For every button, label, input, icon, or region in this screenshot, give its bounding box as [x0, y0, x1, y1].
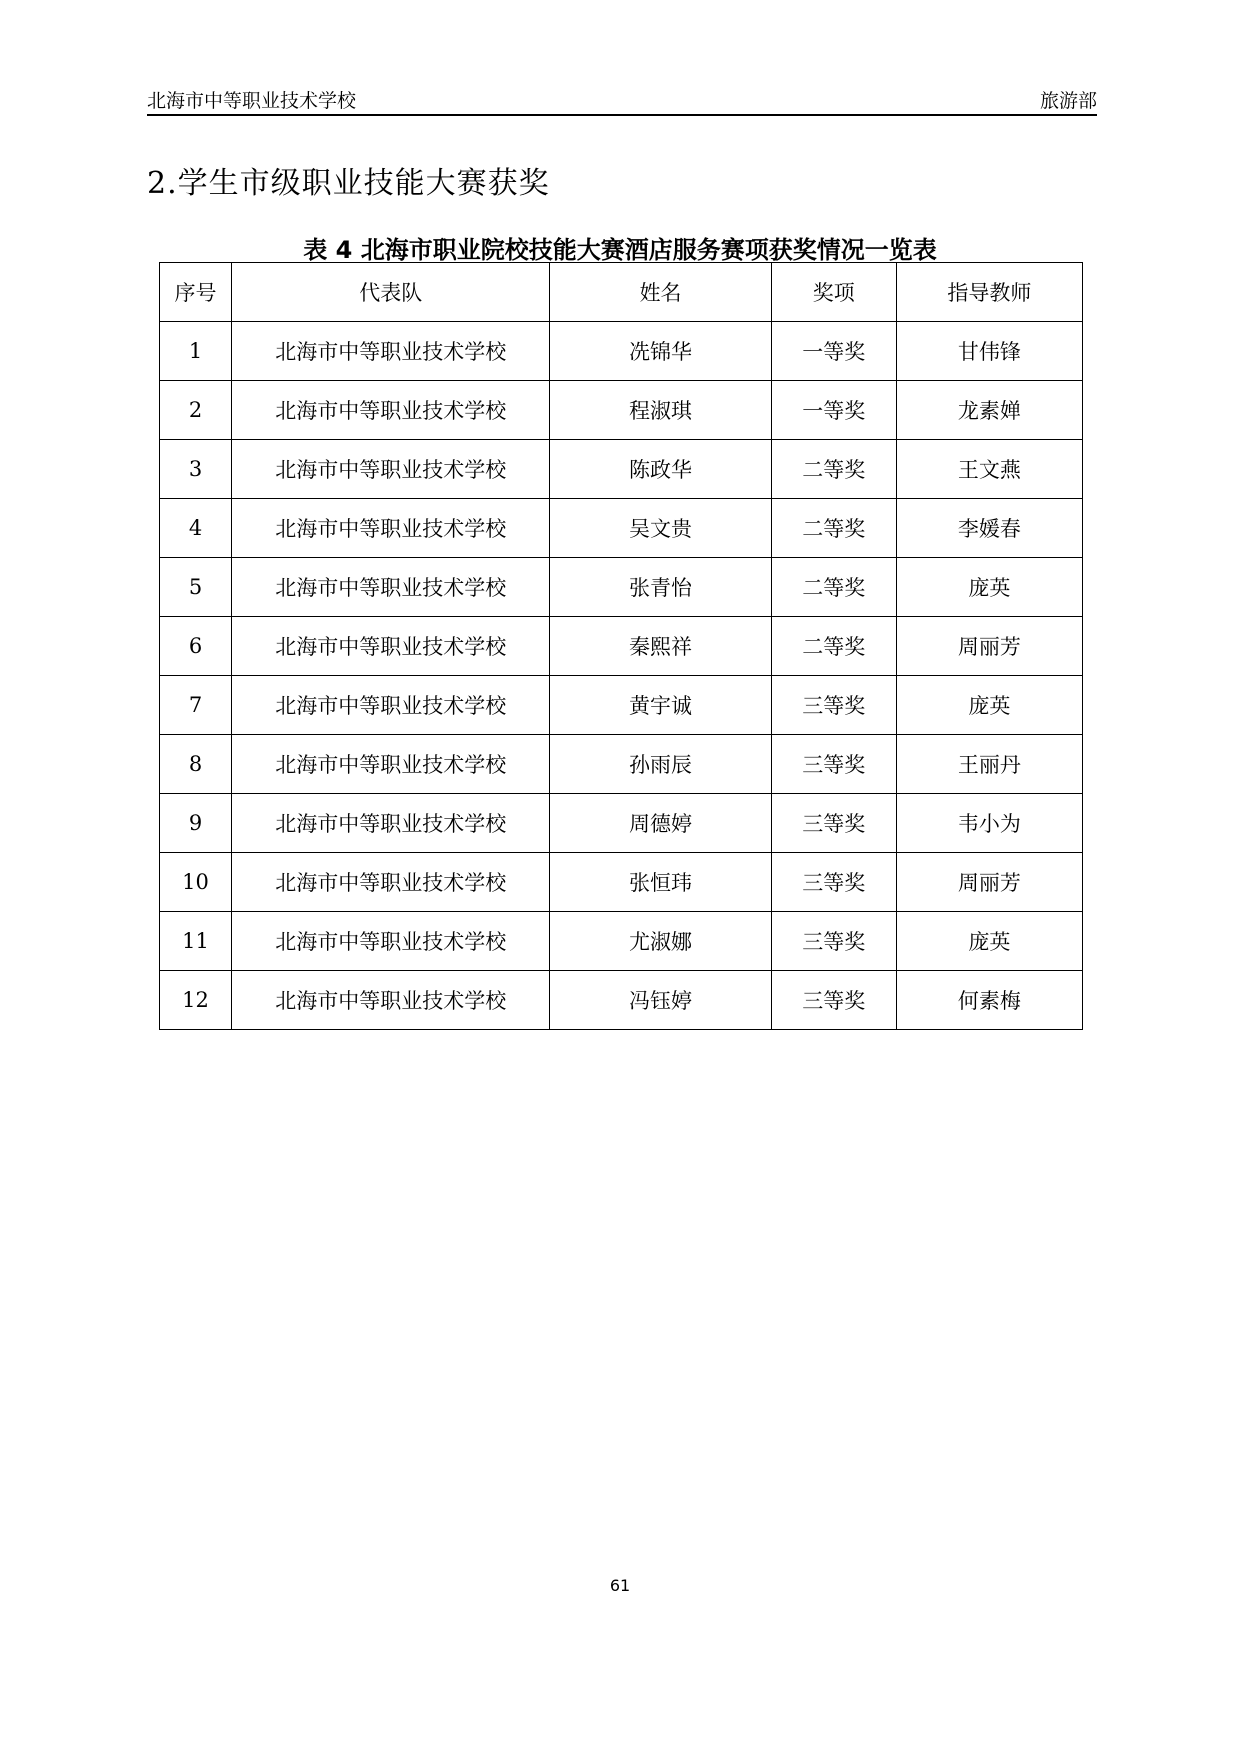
cell-number: 8 [160, 735, 232, 794]
cell-student-name: 冯钰婷 [550, 971, 771, 1030]
cell-teacher: 甘伟锋 [896, 322, 1082, 381]
table-row [160, 617, 1083, 676]
cell-team: 北海市中等职业技术学校 [232, 381, 550, 440]
table-row [160, 499, 1083, 558]
cell-teacher: 王文燕 [896, 440, 1082, 499]
column-header-name: 姓名 [550, 263, 771, 322]
cell-team: 北海市中等职业技术学校 [232, 971, 550, 1030]
cell-teacher: 何素梅 [896, 971, 1082, 1030]
header-school-name: 北海市中等职业技术学校 [147, 90, 357, 112]
cell-award: 二等奖 [771, 617, 896, 676]
column-header-teacher: 指导教师 [896, 263, 1082, 322]
cell-student-name: 张青怡 [550, 558, 771, 617]
cell-team: 北海市中等职业技术学校 [232, 558, 550, 617]
table-row [160, 912, 1083, 971]
table-row [160, 853, 1083, 912]
cell-number: 7 [160, 676, 232, 735]
cell-teacher: 庞英 [896, 912, 1082, 971]
cell-number: 3 [160, 440, 232, 499]
table-row [160, 322, 1083, 381]
cell-number: 12 [160, 971, 232, 1030]
cell-teacher: 庞英 [896, 558, 1082, 617]
cell-award: 三等奖 [771, 912, 896, 971]
page-header [147, 86, 1097, 116]
table-body [160, 322, 1083, 1030]
cell-teacher: 王丽丹 [896, 735, 1082, 794]
cell-teacher: 庞英 [896, 676, 1082, 735]
table-row [160, 971, 1083, 1030]
cell-student-name: 冼锦华 [550, 322, 771, 381]
column-header-team: 代表队 [232, 263, 550, 322]
column-header-award: 奖项 [771, 263, 896, 322]
cell-award: 二等奖 [771, 499, 896, 558]
cell-student-name: 秦熙祥 [550, 617, 771, 676]
table-row [160, 440, 1083, 499]
section-title: 2.学生市级职业技能大赛获奖 [147, 166, 550, 201]
table-header-row [160, 263, 1083, 322]
cell-award: 三等奖 [771, 971, 896, 1030]
cell-team: 北海市中等职业技术学校 [232, 676, 550, 735]
table-row [160, 676, 1083, 735]
cell-team: 北海市中等职业技术学校 [232, 617, 550, 676]
cell-number: 9 [160, 794, 232, 853]
table-caption: 表 4 北海市职业院校技能大赛酒店服务赛项获奖情况一览表 [303, 236, 937, 264]
cell-number: 2 [160, 381, 232, 440]
table-row [160, 794, 1083, 853]
cell-award: 三等奖 [771, 853, 896, 912]
cell-team: 北海市中等职业技术学校 [232, 499, 550, 558]
cell-teacher: 周丽芳 [896, 853, 1082, 912]
cell-teacher: 周丽芳 [896, 617, 1082, 676]
cell-student-name: 黄宇诚 [550, 676, 771, 735]
cell-award: 一等奖 [771, 322, 896, 381]
cell-student-name: 周德婷 [550, 794, 771, 853]
cell-award: 二等奖 [771, 558, 896, 617]
table-row [160, 381, 1083, 440]
cell-team: 北海市中等职业技术学校 [232, 322, 550, 381]
table-row [160, 558, 1083, 617]
header-department: 旅游部 [1039, 90, 1097, 112]
cell-student-name: 张恒玮 [550, 853, 771, 912]
cell-student-name: 孙雨辰 [550, 735, 771, 794]
cell-number: 6 [160, 617, 232, 676]
table-row [160, 735, 1083, 794]
cell-team: 北海市中等职业技术学校 [232, 735, 550, 794]
cell-award: 三等奖 [771, 735, 896, 794]
cell-student-name: 尤淑娜 [550, 912, 771, 971]
page-number: 61 [609, 1576, 631, 1595]
cell-teacher: 龙素婵 [896, 381, 1082, 440]
cell-team: 北海市中等职业技术学校 [232, 853, 550, 912]
cell-student-name: 吴文贵 [550, 499, 771, 558]
cell-student-name: 程淑琪 [550, 381, 771, 440]
cell-team: 北海市中等职业技术学校 [232, 912, 550, 971]
cell-award: 三等奖 [771, 794, 896, 853]
cell-award: 二等奖 [771, 440, 896, 499]
cell-number: 1 [160, 322, 232, 381]
cell-teacher: 李媛春 [896, 499, 1082, 558]
cell-team: 北海市中等职业技术学校 [232, 794, 550, 853]
cell-team: 北海市中等职业技术学校 [232, 440, 550, 499]
cell-student-name: 陈政华 [550, 440, 771, 499]
cell-number: 11 [160, 912, 232, 971]
cell-number: 10 [160, 853, 232, 912]
cell-number: 4 [160, 499, 232, 558]
column-header-number: 序号 [160, 263, 232, 322]
awards-table [159, 262, 1083, 1030]
cell-award: 三等奖 [771, 676, 896, 735]
cell-number: 5 [160, 558, 232, 617]
cell-award: 一等奖 [771, 381, 896, 440]
cell-teacher: 韦小为 [896, 794, 1082, 853]
